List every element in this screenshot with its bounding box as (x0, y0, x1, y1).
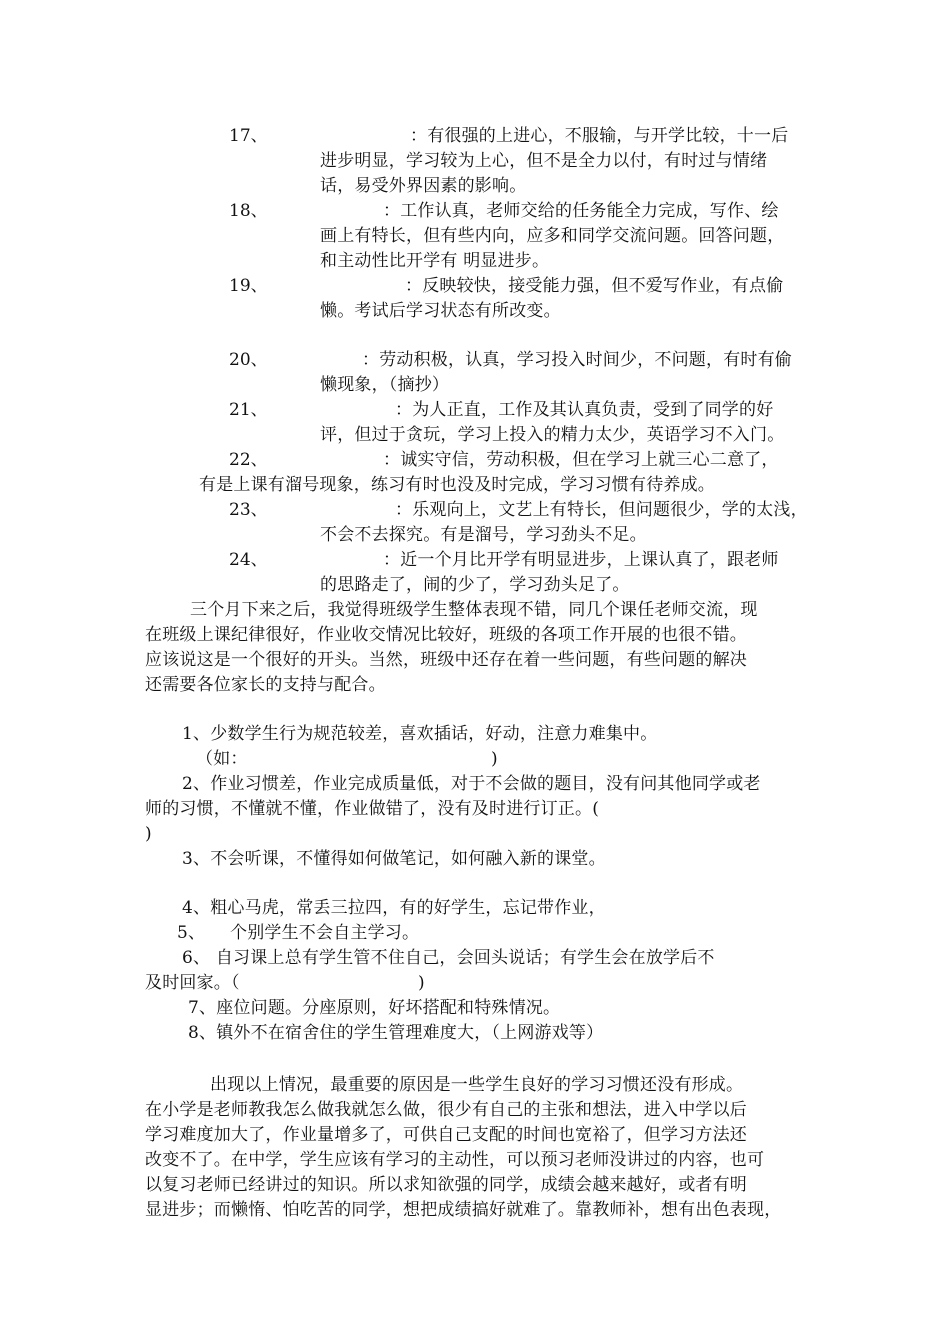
entry-text-line: 有是上课有溜号现象，练习有时也没及时完成，学习习惯有待养成。 (199, 475, 715, 495)
problem-note-close: ) (418, 973, 425, 993)
problem-note-close: ) (145, 824, 152, 844)
paragraph-line: 出现以上情况，最重要的原因是一些学生良好的学习习惯还没有形成。 (210, 1075, 744, 1095)
problem-item: 1、少数学生行为规范较差，喜欢插话，好动，注意力难集中。 (182, 724, 658, 744)
problem-item: 个别学生不会自主学习。 (230, 923, 420, 943)
entry-text-line: 不会不去探究。有是溜号，学习劲头不足。 (320, 525, 647, 545)
entry-text-line: ：有很强的上进心，不服输，与开学比较，十一后 (410, 126, 789, 146)
problem-item: 3、不会听课，不懂得如何做笔记，如何融入新的课堂。 (182, 849, 606, 869)
problem-number: 5、 (177, 923, 206, 943)
paragraph-line: 学习难度加大了，作业量增多了，可供自己支配的时间也宽裕了，但学习方法还 (145, 1125, 747, 1145)
entry-text-line: ：诚实守信，劳动积极，但在学习上就三心二意了， (383, 450, 779, 470)
entry-text-line: 话，易受外界因素的影响。 (320, 176, 527, 196)
paragraph-line: 在班级上课纪律很好，作业收交情况比较好，班级的各项工作开展的也很不错。 (145, 625, 747, 645)
entry-text-line: 的思路走了，闹的少了，学习劲头足了。 (320, 575, 630, 595)
entry-text-line: 评，但过于贪玩，学习上投入的精力太少，英语学习不入门。 (320, 425, 785, 445)
problem-item-cont: 及时回家。（ (145, 973, 240, 993)
entry-number: 18、 (229, 201, 268, 221)
entry-text-line: ：为人正直，工作及其认真负责，受到了同学的好 (395, 400, 774, 420)
entry-number: 19、 (229, 276, 268, 296)
entry-text-line: 和主动性比开学有 明显进步。 (320, 251, 550, 271)
paragraph-line: 改变不了。在中学，学生应该有学习的主动性，可以预习老师没讲过的内容，也可 (145, 1150, 765, 1170)
paragraph-line: 还需要各位家长的支持与配合。 (145, 675, 386, 695)
paragraph-line: 应该说这是一个很好的开头。当然，班级中还存在着一些问题，有些问题的解决 (145, 650, 747, 670)
paragraph-line: 三个月下来之后，我觉得班级学生整体表现不错，同几个课任老师交流，现 (190, 600, 758, 620)
entry-text-line: 懒现象，（摘抄） (320, 375, 450, 395)
problem-item: 2、作业习惯差，作业完成质量低，对于不会做的题目，没有问其他同学或老 (182, 774, 761, 794)
entry-text-line: ：反映较快，接受能力强，但不爱写作业，有点偷 (405, 276, 784, 296)
entry-number: 22、 (229, 450, 268, 470)
entry-text-line: ：工作认真，老师交给的任务能全力完成，写作、绘 (383, 201, 779, 221)
entry-number: 17、 (229, 126, 268, 146)
entry-text-line: 画上有特长，但有些内向，应多和同学交流问题。回答问题， (320, 226, 785, 246)
paragraph-line: 以复习老师已经讲过的知识。所以求知欲强的同学，成绩会越来越好，或者有明 (145, 1175, 747, 1195)
problem-item: 4、粗心马虎，常丢三拉四，有的好学生，忘记带作业， (182, 898, 606, 918)
problem-item: 7、座位问题。分座原则，好坏搭配和特殊情况。 (188, 998, 561, 1018)
entry-number: 20、 (229, 350, 268, 370)
entry-number: 23、 (229, 500, 268, 520)
paragraph-line: 显进步；而懒惰、怕吃苦的同学，想把成绩搞好就难了。靠教师补，想有出色表现， (145, 1200, 782, 1220)
entry-text-line: 进步明显，学习较为上心，但不是全力以付，有时过与情绪 (320, 151, 768, 171)
entry-number: 21、 (229, 400, 268, 420)
problem-item: 8、镇外不在宿舍住的学生管理难度大，（上网游戏等） (188, 1023, 604, 1043)
paragraph-line: 在小学是老师教我怎么做我就怎么做，很少有自己的主张和想法，进入中学以后 (145, 1100, 747, 1120)
problem-item-cont: 师的习惯，不懂就不懂，作业做错了，没有及时进行订正。( (145, 799, 600, 819)
problem-note-open: （如： (196, 749, 248, 769)
entry-number: 24、 (229, 550, 268, 570)
entry-text-line: ：乐观向上，文艺上有特长，但问题很少，学的太浅， (395, 500, 808, 520)
entry-text-line: ：劳动积极，认真，学习投入时间少，不问题，有时有偷 (362, 350, 792, 370)
entry-text-line: ：近一个月比开学有明显进步，上课认真了，跟老师 (383, 550, 779, 570)
entry-text-line: 懒。考试后学习状态有所改变。 (320, 301, 561, 321)
problem-note-close: ) (491, 749, 498, 769)
problem-item: 6、 自习课上总有学生管不住自己，会回头说话；有学生会在放学后不 (182, 948, 715, 968)
